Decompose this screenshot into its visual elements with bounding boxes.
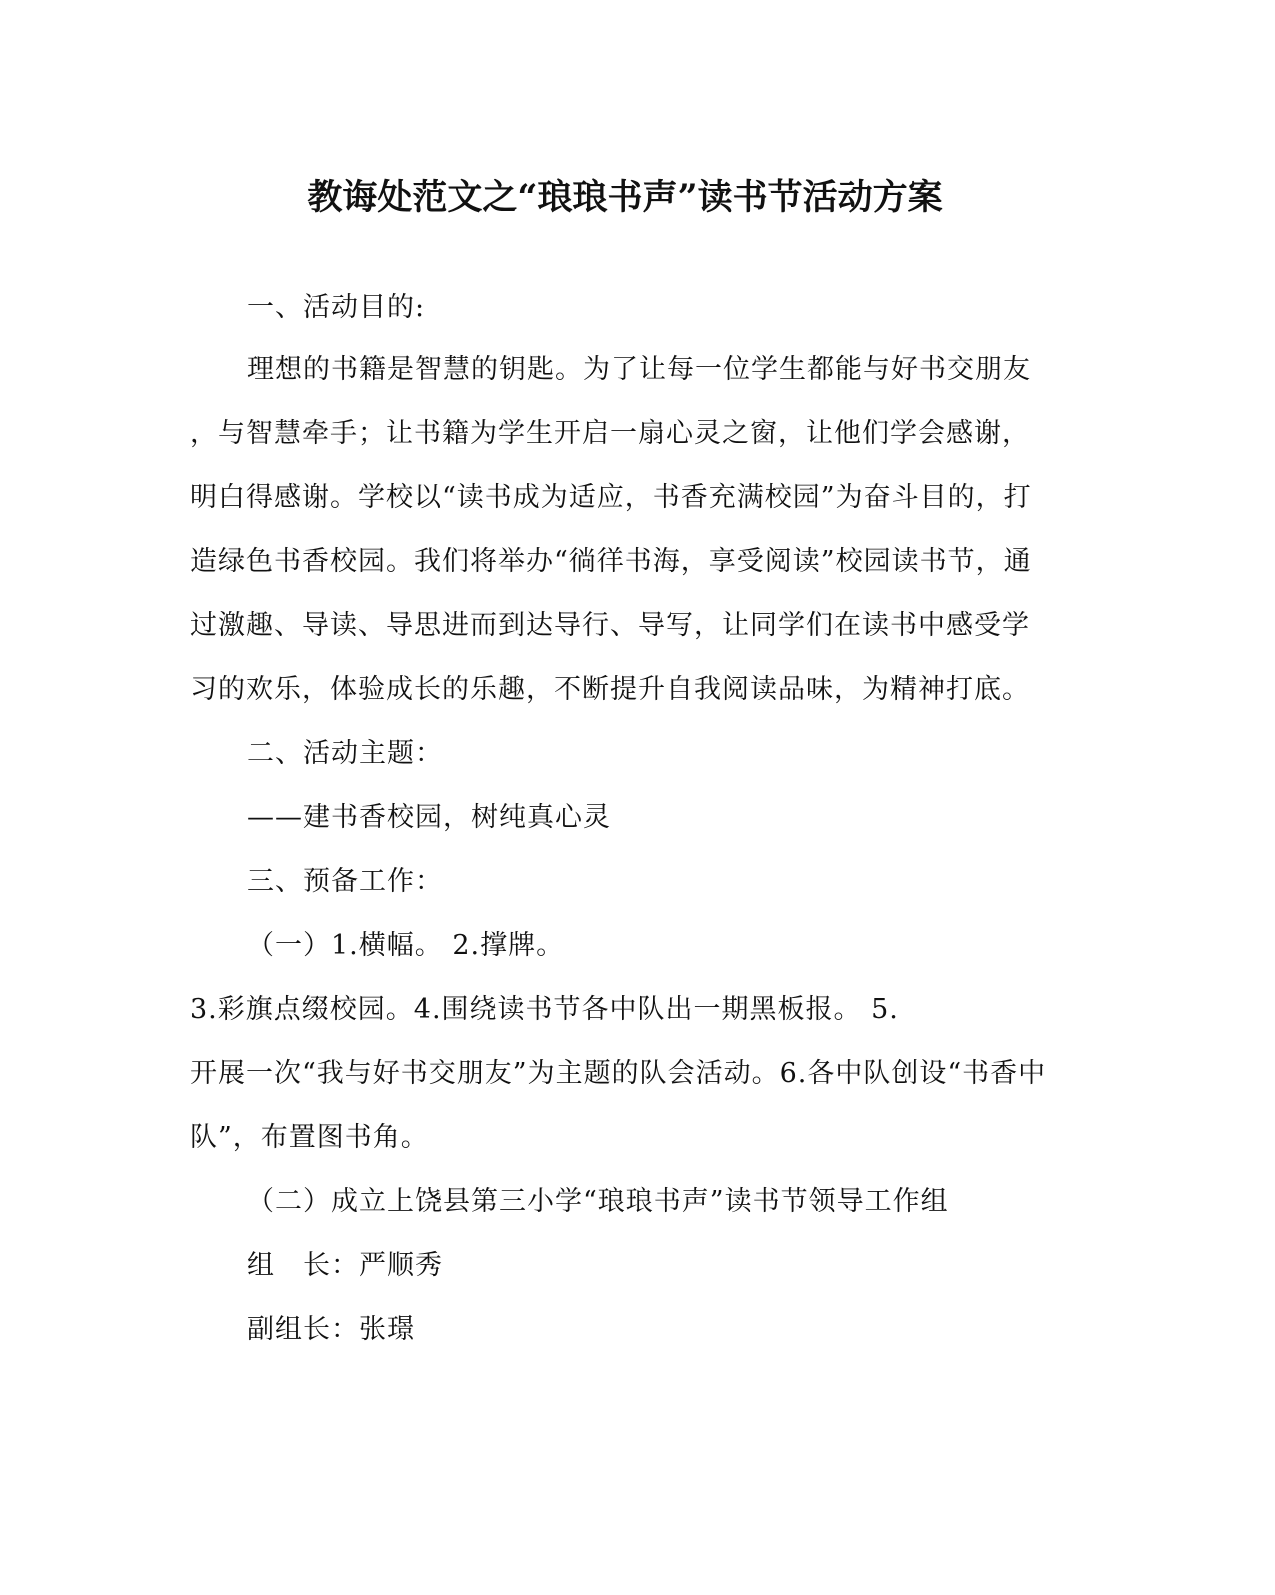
paragraph-line: 造绿色书香校园。我们将举办“徜徉书海，享受阅读”校园读书节，通 [190,546,1032,577]
workgroup-heading: （二）成立上饶县第三小学“琅琅书声”读书节领导工作组 [247,1186,949,1217]
workgroup-deputy-leader: 副组长：张璟 [247,1314,415,1345]
section-heading-theme: 二、活动主题： [247,738,443,769]
paragraph-line: 明白得感谢。学校以“读书成为适应，书香充满校园”为奋斗目的，打 [190,482,1032,513]
paragraph-line: 习的欢乐，体验成长的乐趣，不断提升自我阅读品味，为精神打底。 [190,674,1030,705]
document-title: 教诲处范文之“琅琅书声”读书节活动方案 [307,177,943,218]
preparation-item-line: 3.彩旗点缀校园。4.围绕读书节各中队出一期黑板报。 5. [190,994,899,1025]
section-heading-purpose: 一、活动目的: [247,292,426,323]
workgroup-leader: 组 长：严顺秀 [247,1250,443,1281]
paragraph-line: 过激趣、导读、导思进而到达导行、导写，让同学们在读书中感受学 [190,610,1030,641]
section-heading-preparation: 三、预备工作： [247,866,443,897]
preparation-item-line: （一）1.横幅。 2.撑牌。 [247,930,565,961]
theme-line: ——建书香校园，树纯真心灵 [247,802,611,833]
preparation-item-line: 队”，布置图书角。 [190,1122,429,1153]
paragraph-line: 理想的书籍是智慧的钥匙。为了让每一位学生都能与好书交朋友 [247,354,1031,385]
preparation-item-line: 开展一次“我与好书交朋友”为主题的队会活动。6.各中队创设“书香中 [190,1058,1047,1089]
paragraph-line: ，与智慧牵手；让书籍为学生开启一扇心灵之窗，让他们学会感谢， [190,418,1030,449]
